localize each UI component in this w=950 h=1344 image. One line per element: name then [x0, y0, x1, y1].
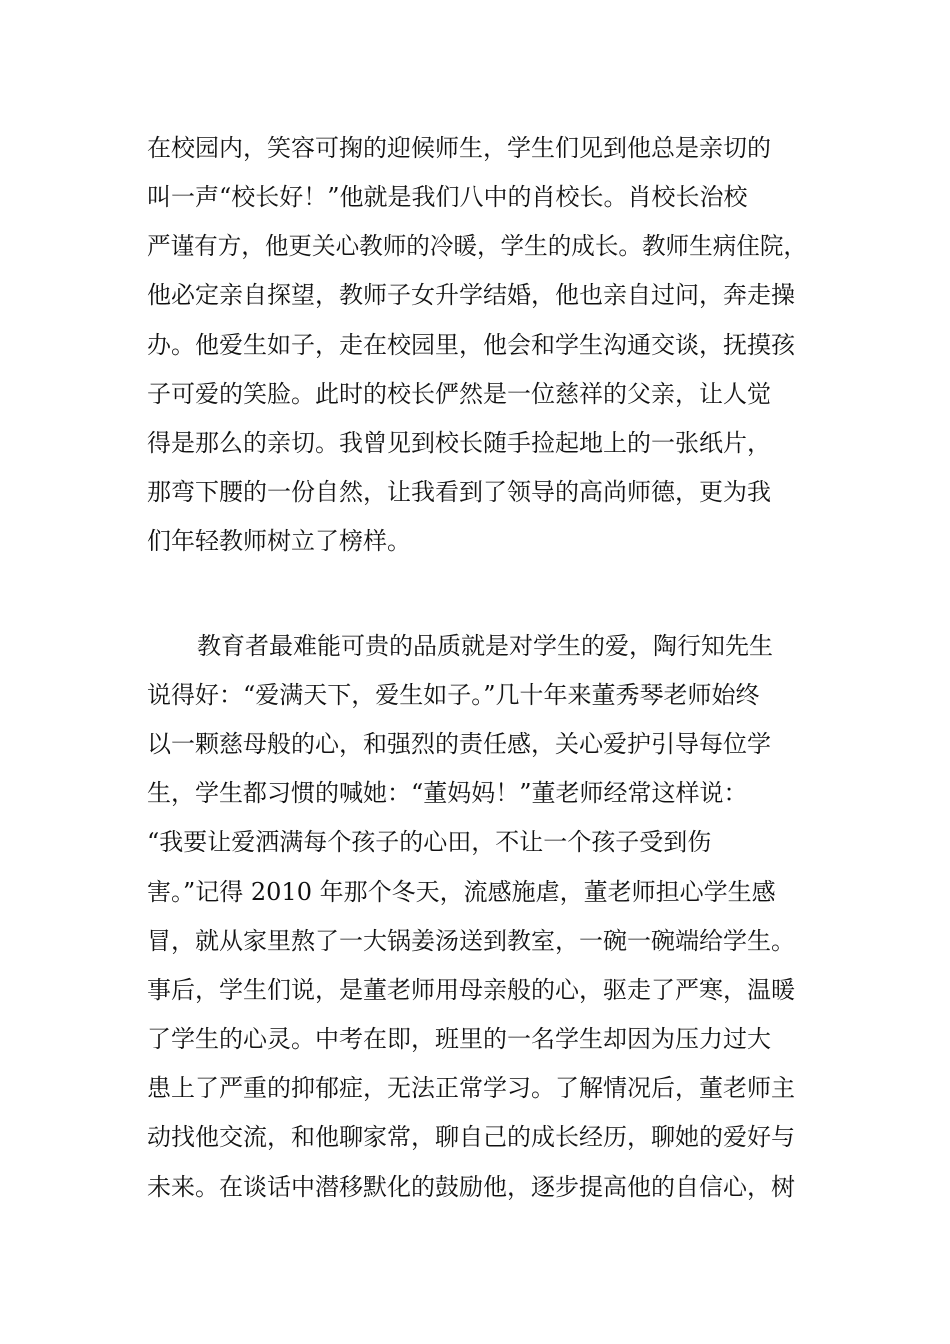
paragraph-line: 叫一声“校长好！”他就是我们八中的肖校长。肖校长治校	[147, 183, 748, 211]
paragraph-line: 们年轻教师树立了榜样。	[147, 527, 411, 555]
paragraph-line: 得是那么的亲切。我曾见到校长随手捡起地上的一张纸片，	[147, 429, 771, 457]
paragraph-line: 事后，学生们说，是董老师用母亲般的心，驱走了严寒，温暖	[147, 976, 795, 1004]
paragraph-line: 子可爱的笑脸。此时的校长俨然是一位慈祥的父亲，让人觉	[147, 380, 771, 408]
paragraph-first-line: 教育者最难能可贵的品质就是对学生的爱，陶行知先生	[197, 632, 773, 660]
paragraph-line: 患上了严重的抑郁症，无法正常学习。了解情况后，董老师主	[147, 1074, 795, 1102]
paragraph-line: 动找他交流，和他聊家常，聊自己的成长经历，聊她的爱好与	[147, 1123, 795, 1151]
paragraph-line: “我要让爱洒满每个孩子的心田，不让一个孩子受到伤	[147, 828, 712, 856]
paragraph-line: 害。”记得 2010 年那个冬天，流感施虐，董老师担心学生感	[147, 878, 776, 906]
paragraph-line: 他必定亲自探望，教师子女升学结婚，他也亲自过问，奔走操	[147, 281, 795, 309]
paragraph-line: 在校园内，笑容可掬的迎候师生，学生们见到他总是亲切的	[147, 134, 771, 162]
paragraph-line: 说得好：“爱满天下，爱生如子。”几十年来董秀琴老师始终	[147, 681, 760, 709]
paragraph-line: 生，学生都习惯的喊她：“董妈妈！”董老师经常这样说：	[147, 779, 748, 807]
paragraph-line: 以一颗慈母般的心，和强烈的责任感，关心爱护引导每位学	[147, 730, 771, 758]
paragraph-line: 那弯下腰的一份自然，让我看到了领导的高尚师德，更为我	[147, 478, 771, 506]
paragraph-line: 了学生的心灵。中考在即，班里的一名学生却因为压力过大	[147, 1025, 771, 1053]
paragraph-line: 未来。在谈话中潜移默化的鼓励他，逐步提高他的自信心，树	[147, 1173, 795, 1201]
paragraph-line: 办。他爱生如子，走在校园里，他会和学生沟通交谈，抚摸孩	[147, 331, 795, 359]
paragraph-line: 冒，就从家里熬了一大锅姜汤送到教室，一碗一碗端给学生。	[147, 927, 795, 955]
paragraph-line: 严谨有方，他更关心教师的冷暖，学生的成长。教师生病住院，	[147, 232, 807, 260]
